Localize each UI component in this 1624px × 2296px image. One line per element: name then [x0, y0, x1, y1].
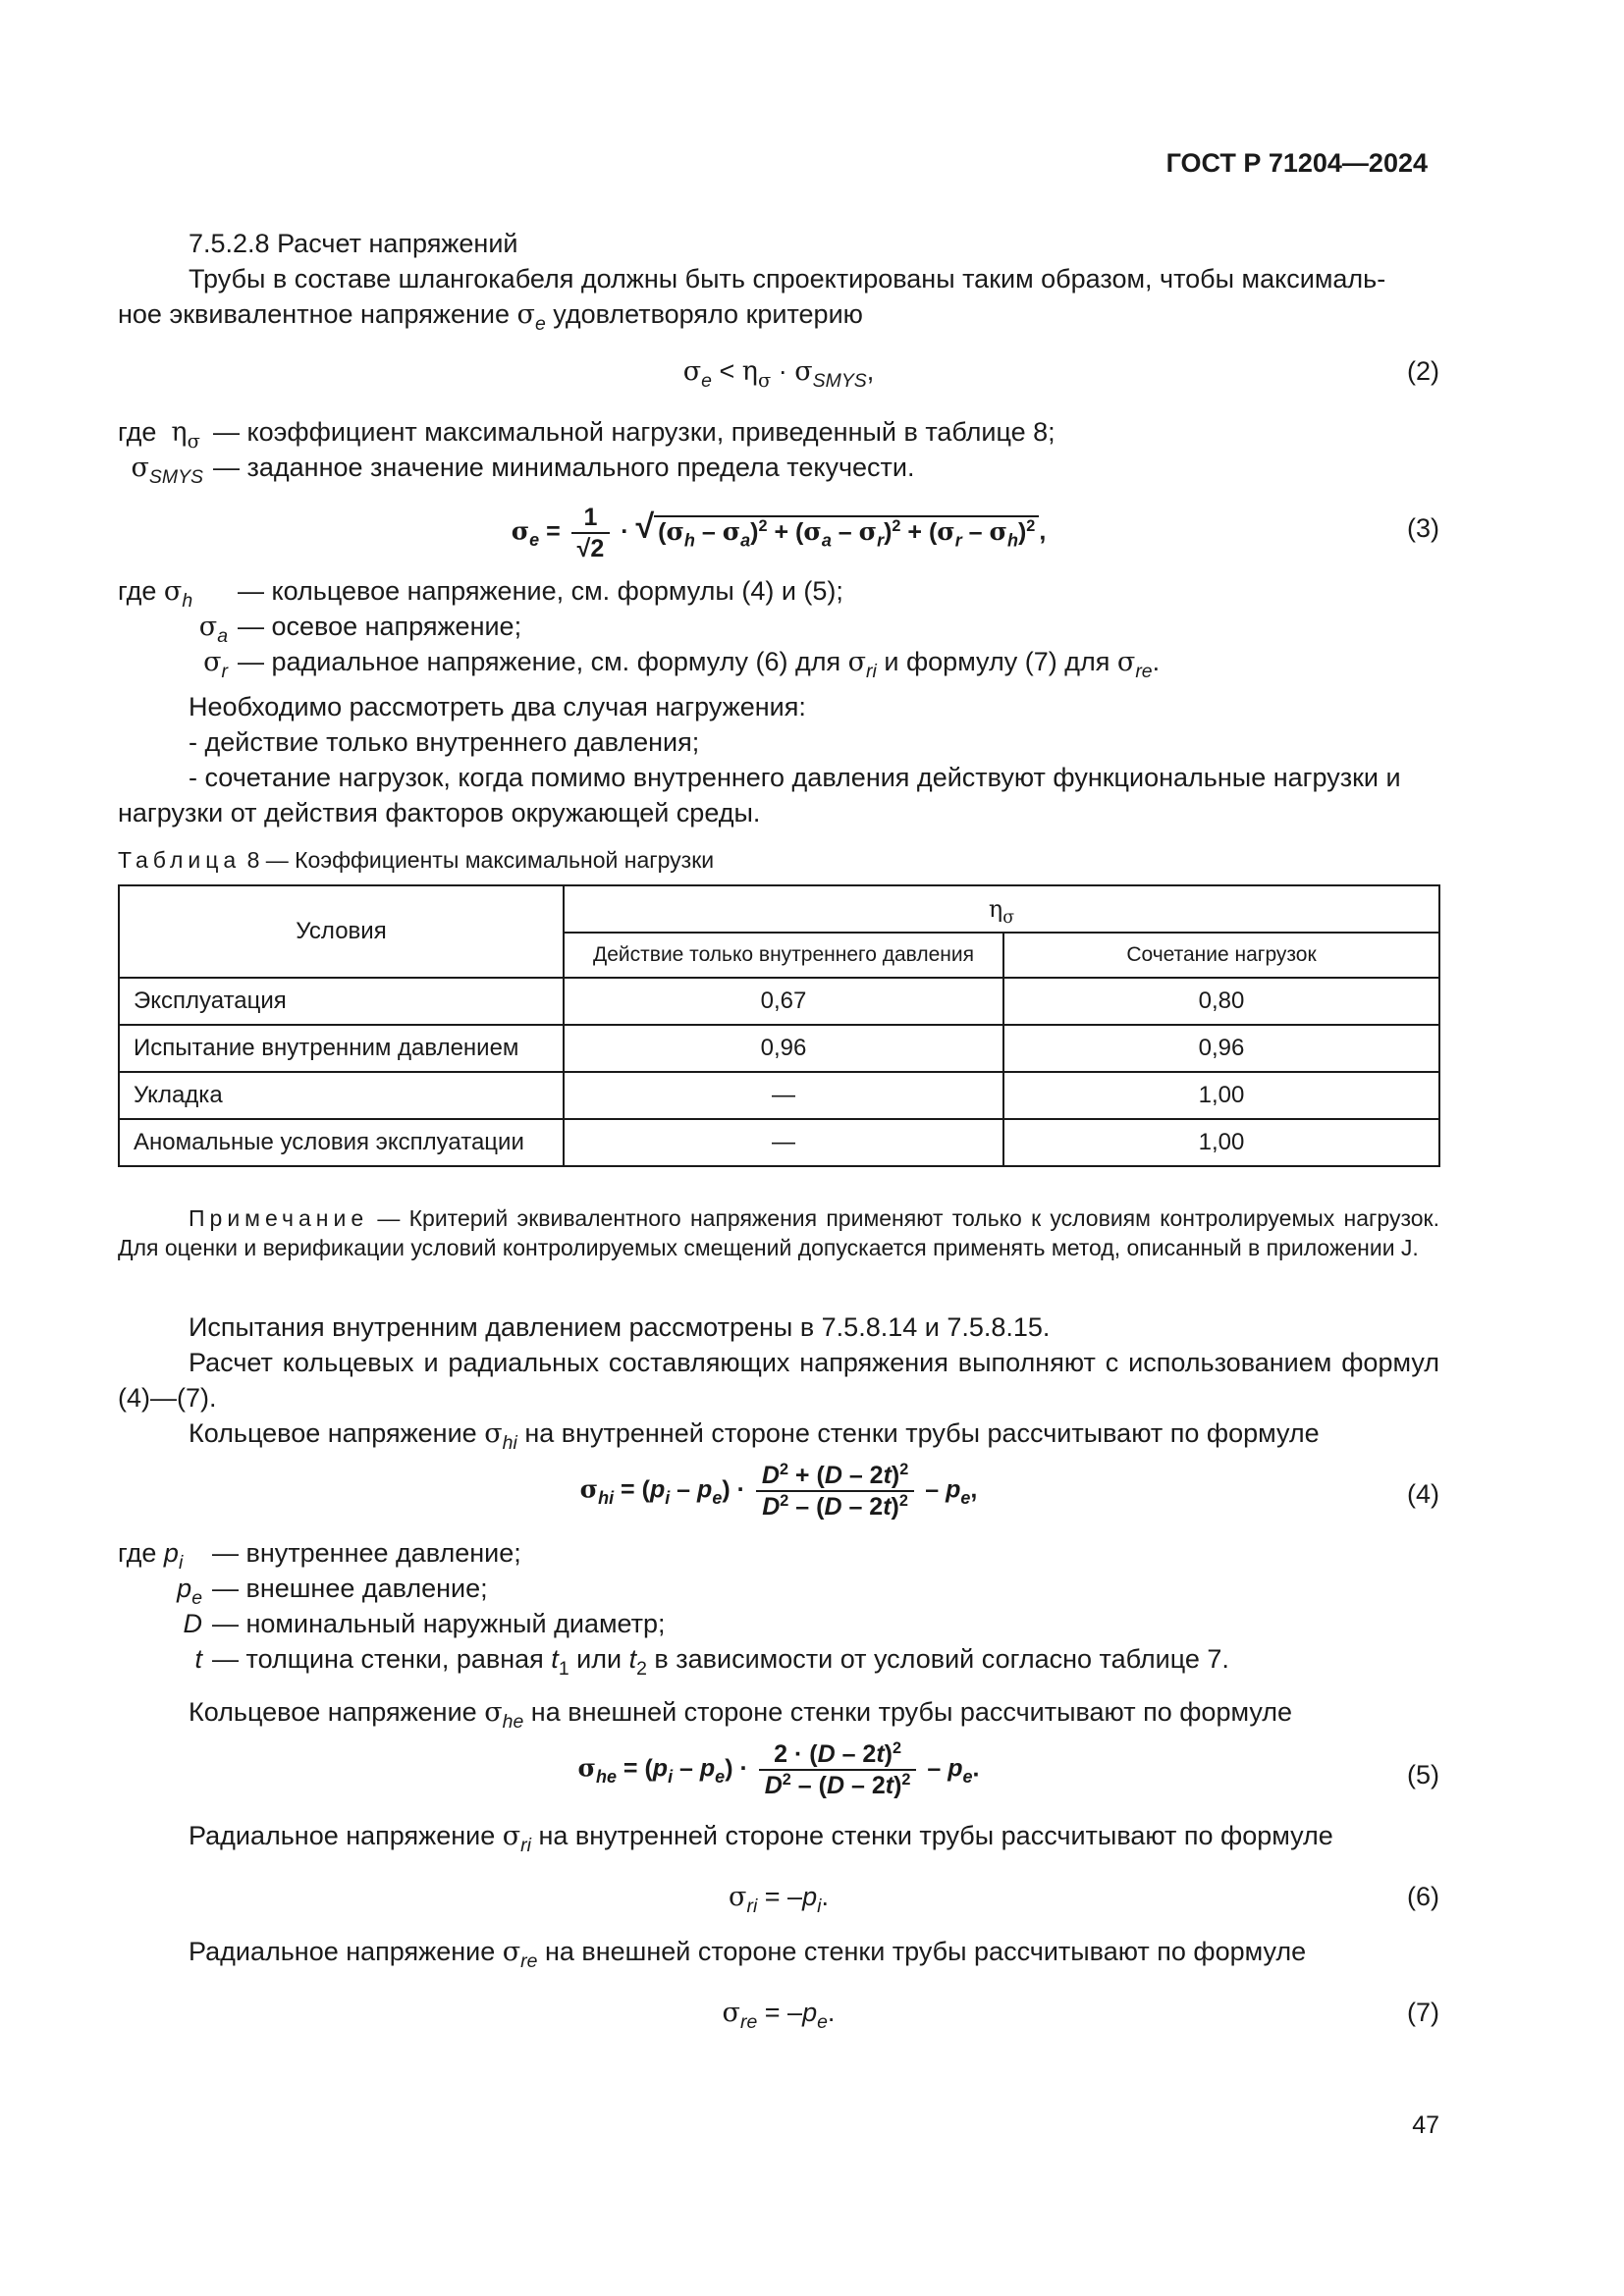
where-label: где $\eta_\sigma$ — [118, 417, 200, 453]
glossary-stress-components: где $\sigma_h$ — кольцевое напряжение, см. формулы (4) и (5); $\sigma_a$ — осевое напряжение; $\sigma_r$ — радиальное напряжение, см. формулу (6) для $\sigma_{ri}$ и формулу (7) для $\sigma_{re}$. — [118, 576, 1161, 682]
load-case-1: - действие только внутреннего давления; — [189, 727, 700, 757]
paragraph-radial-inner: Радиальное напряжение $\sigma_{ri}$ на внутренней стороне стенки трубы рассчитывают по формуле — [189, 1821, 1333, 1856]
glossary-eta-smys: где $\eta_\sigma$ — коэффициент максимальной нагрузки, приведенный в таблице 8; $\sigma_{SMYS}$ — заданное значение минимального предела текучести. — [118, 414, 1439, 493]
header-combined: Сочетание нагрузок — [1003, 933, 1439, 978]
glossary-pressures: где $p_i$ — внутреннее давление; $p_e$ — внешнее давление; D — номинальный наружный диаметр; t — толщина стенки, равная $t_1$ или $t_2$ в зависимости от условий согласно таблице 7. — [118, 1538, 1229, 1680]
table-row: Укладка — 1,00 — [119, 1072, 1439, 1119]
section-title: 7.5.2.8 Расчет напряжений — [189, 229, 518, 258]
formula-2-number: (2) — [1407, 356, 1439, 386]
paragraph-hoop-inner: Кольцевое напряжение $\sigma_{hi}$ на внутренней стороне стенки трубы рассчитывают по формуле — [189, 1418, 1320, 1454]
header-conditions: Условия — [119, 885, 564, 978]
formula-5: $\sigma_{he} = (p_i - p_e)$ · $\frac{2 \cdot (D - 2t)^2}{D^2 - (D - 2t)^2}$ – $p_e$. — [577, 1739, 980, 1799]
table-8-caption: Таблица 8 — Коэффициенты максимальной нагрузки — [118, 847, 715, 873]
table-note: Примечание — Критерий эквивалентного напряжения применяют только к условиям контролируемых нагрузок. Для оценки и верификации условий контролируемых смещений допускается применять метод, описанный в приложении J. — [118, 1205, 1439, 1260]
header-eta: $\eta_\sigma$ — [564, 885, 1439, 933]
table-row: Аномальные условия эксплуатации — 1,00 — [119, 1119, 1439, 1166]
formula-5-number: (5) — [1407, 1760, 1439, 1789]
paragraph-calc: Расчет кольцевых и радиальных составляющих напряжения выполняют с использованием формул (4)—(7). — [118, 1348, 1439, 1413]
formula-4-number: (4) — [1407, 1479, 1439, 1509]
load-cases-intro: Необходимо рассмотреть два случая нагружения: — [189, 692, 806, 721]
intro-line-2: ное эквивалентное напряжение $\sigma_e$ удовлетворяло критерию — [118, 299, 863, 335]
formula-6-number: (6) — [1407, 1882, 1439, 1911]
load-case-2-cont: нагрузки от действия факторов окружающей среды. — [118, 798, 761, 828]
document-code: ГОСТ Р 71204—2024 — [1165, 148, 1428, 178]
formula-6: $\sigma_{ri} = -p_i$. — [729, 1882, 829, 1917]
table-8 — [118, 884, 1440, 1167]
paragraph-hoop-outer: Кольцевое напряжение $\sigma_{he}$ на внешней стороне стенки трубы рассчитывают по формуле — [189, 1697, 1293, 1733]
paragraph-radial-outer: Радиальное напряжение $\sigma_{re}$ на внешней стороне стенки трубы рассчитывают по формуле — [189, 1937, 1307, 1972]
header-internal: Действие только внутреннего давления — [564, 933, 1003, 978]
table-row: Эксплуатация 0,67 0,80 — [119, 978, 1439, 1025]
formula-7: $\sigma_{re} = -p_e$. — [722, 1998, 836, 2033]
formula-2: $\sigma_e < \eta_\sigma \cdot \sigma_{SMYS}$, — [682, 356, 875, 392]
formula-4: $\sigma_{hi} = (p_i - p_e)$ · $\frac{D^2 + (D - 2t)^2}{D^2 - (D - 2t)^2}$ – $p_e$, — [579, 1461, 978, 1521]
load-case-2: - сочетание нагрузок, когда помимо внутреннего давления действуют функциональные нагрузки и — [189, 763, 1401, 792]
formula-7-number: (7) — [1407, 1998, 1439, 2027]
formula-3: $\sigma_e$ = $\frac{1}{√2}$ · √ $(\sigma_h - \sigma_a)^2 + (\sigma_a - \sigma_r)^2 + (\sigma_r - \sigma_h)^2$ , — [511, 504, 1047, 562]
page-number: 47 — [1412, 2111, 1439, 2139]
paragraph-tests: Испытания внутренним давлением рассмотрены в 7.5.8.14 и 7.5.8.15. — [189, 1312, 1051, 1342]
table-row: Испытание внутренним давлением 0,96 0,96 — [119, 1025, 1439, 1072]
formula-3-number: (3) — [1407, 513, 1439, 543]
intro-line-1: Трубы в составе шлангокабеля должны быть спроектированы таким образом, чтобы максималь- — [189, 264, 1386, 294]
